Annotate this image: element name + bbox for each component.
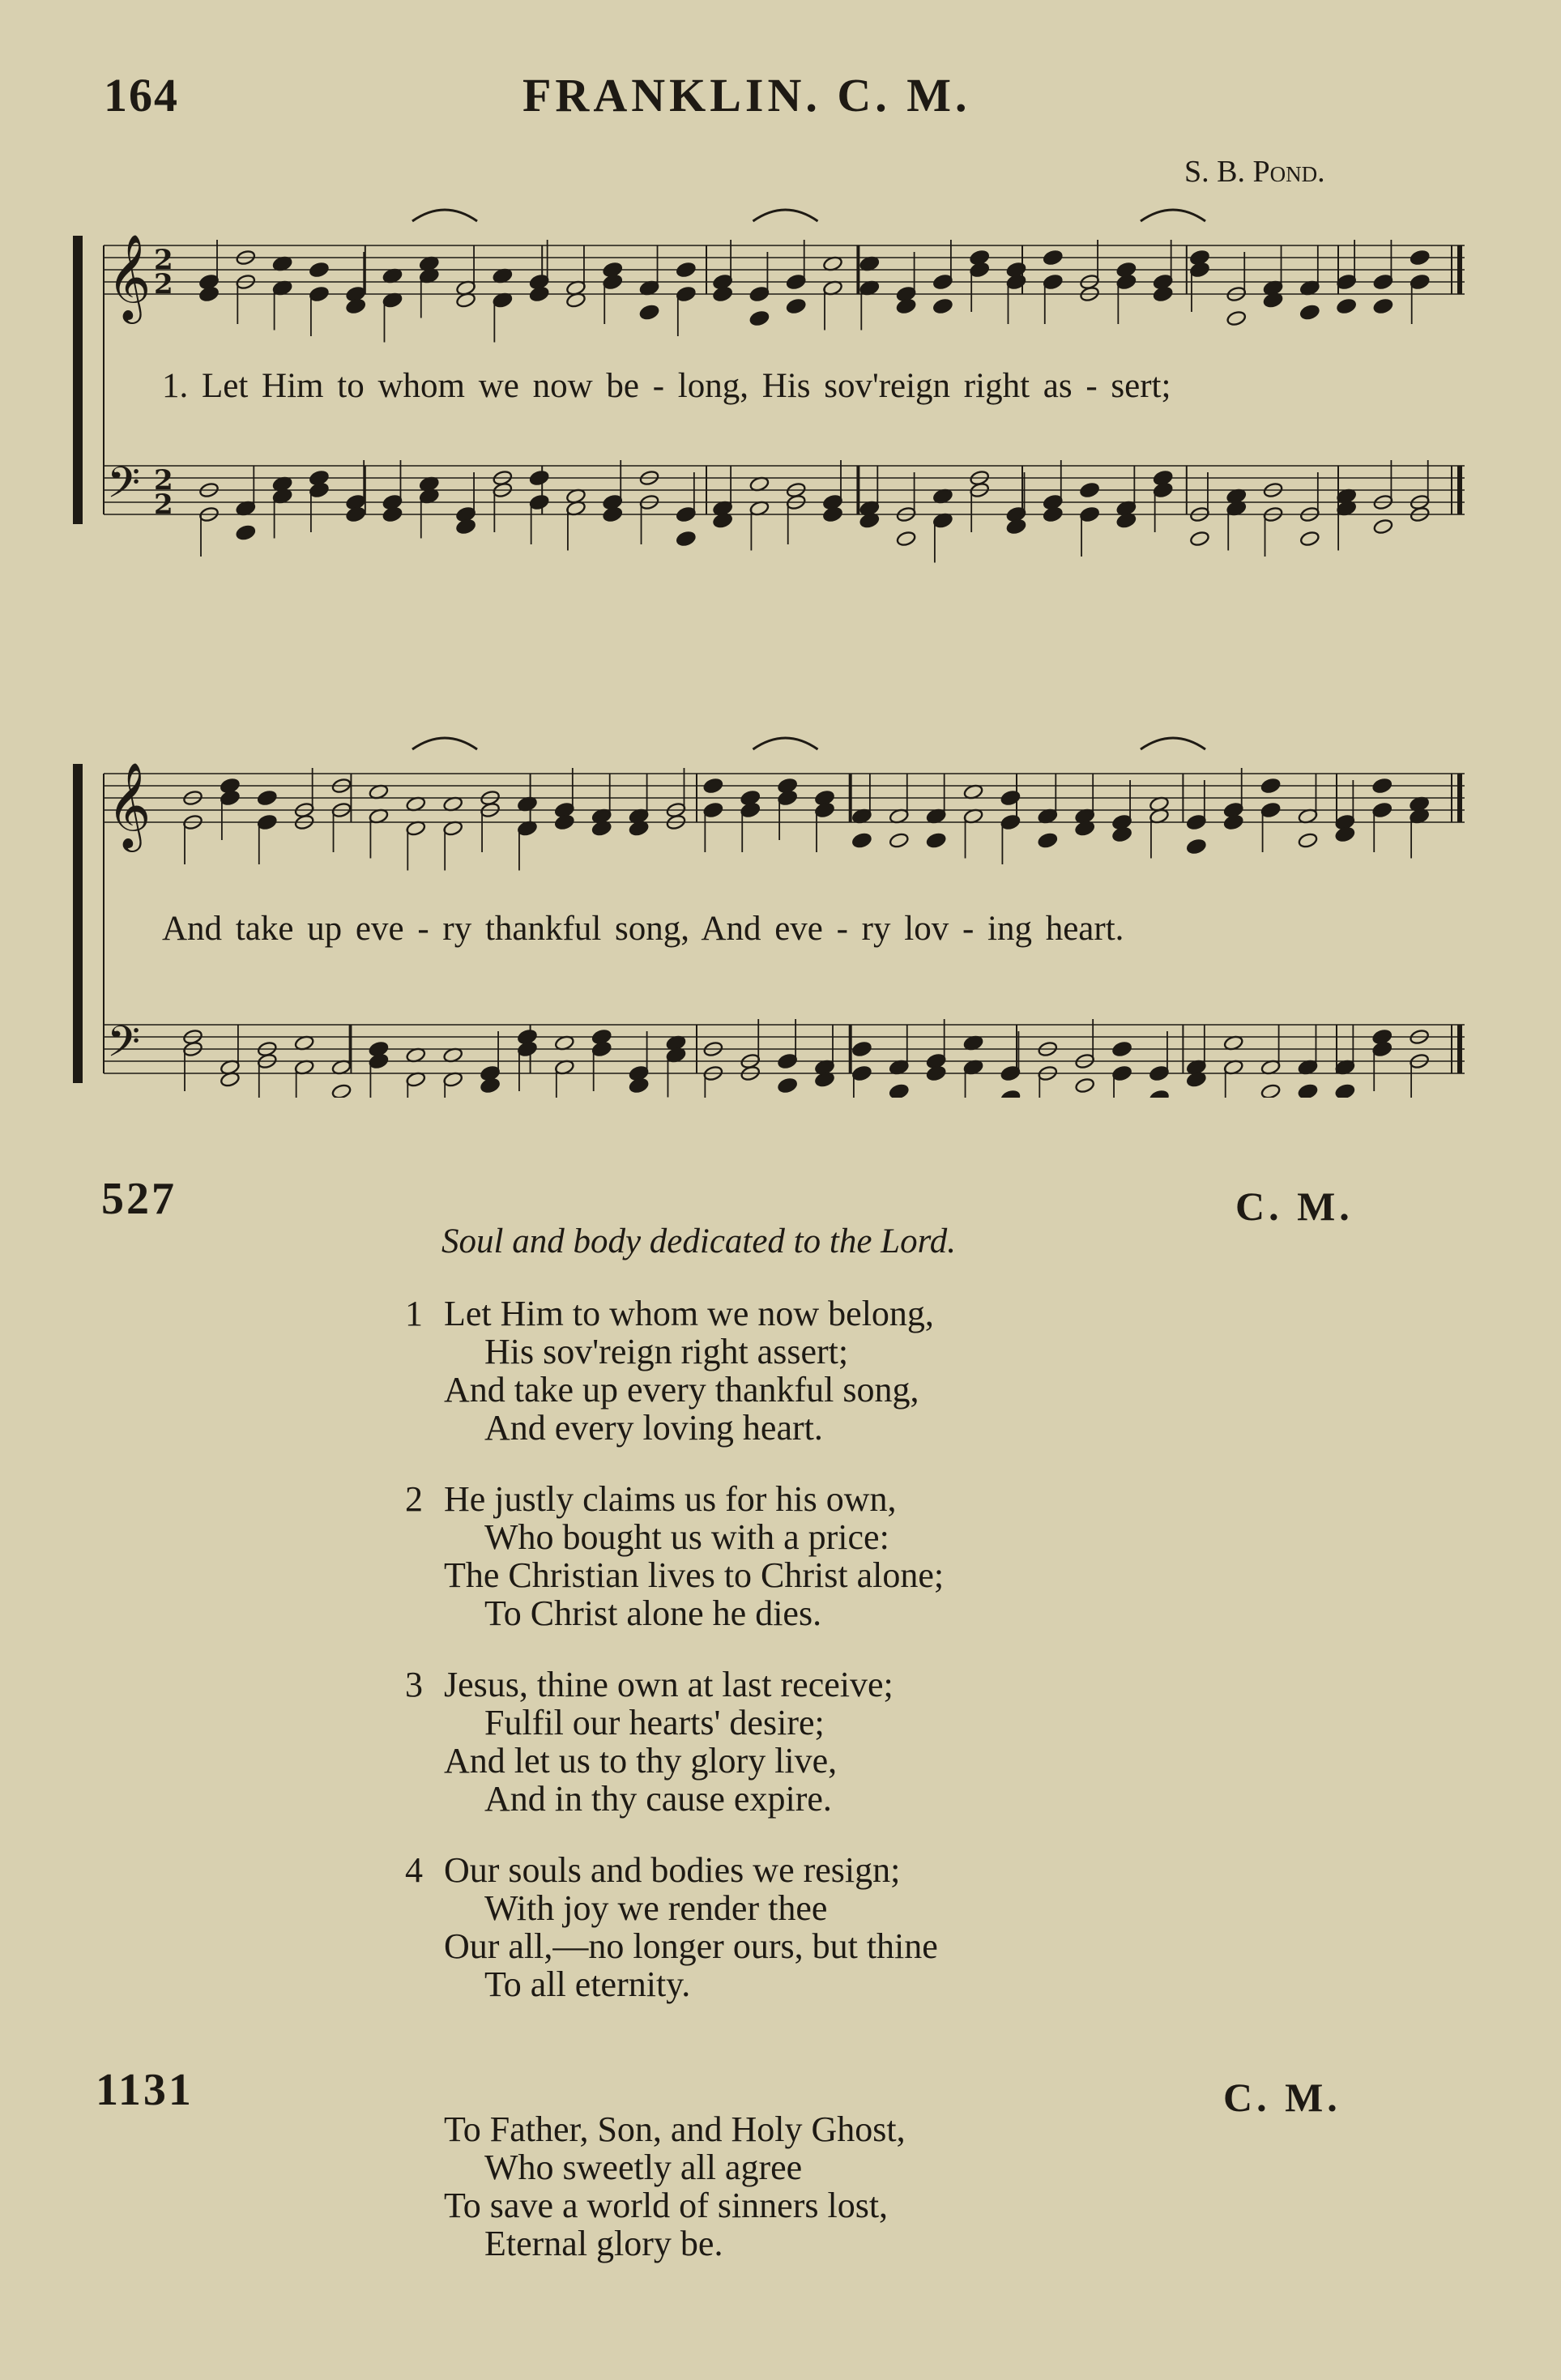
note-head xyxy=(309,286,329,303)
note-head xyxy=(257,814,277,831)
note-head xyxy=(1299,304,1320,321)
note-head xyxy=(896,531,916,548)
note-head xyxy=(1373,274,1393,291)
note-head xyxy=(926,832,946,849)
note-head xyxy=(1079,482,1099,499)
note-head xyxy=(932,274,953,291)
note-head xyxy=(676,286,696,303)
composer-credit: S. B. Pond. xyxy=(1184,155,1325,189)
note-head xyxy=(777,1077,797,1094)
note-head xyxy=(1260,778,1281,795)
note-head xyxy=(703,778,723,795)
note-head xyxy=(1299,531,1320,548)
note-head xyxy=(1116,274,1137,291)
note-head xyxy=(382,506,403,523)
note-head xyxy=(740,802,761,819)
note-head xyxy=(851,1065,872,1082)
note-head xyxy=(629,1077,649,1094)
note-head xyxy=(777,790,797,807)
note-head xyxy=(851,1041,872,1058)
note-head xyxy=(1043,250,1063,267)
slur xyxy=(1141,210,1205,221)
note-head xyxy=(517,1041,537,1058)
note-head xyxy=(220,790,240,807)
note-head xyxy=(676,531,696,548)
note-head xyxy=(712,286,732,303)
stanza-3: 3 Jesus, thine own at last receive; Fulfil our hearts' desire; And let us to thy glory live, And in thy cause expire. xyxy=(405,1665,894,1819)
note-head xyxy=(257,790,277,807)
note-head xyxy=(480,1077,500,1094)
hymn-subtitle: Soul and body dedicated to the Lord. xyxy=(441,1222,956,1260)
note-head xyxy=(1223,814,1243,831)
page-number: 164 xyxy=(104,69,179,122)
note-head xyxy=(777,1053,797,1070)
note-head xyxy=(1298,1083,1318,1098)
hymn-meter: C. M. xyxy=(1235,1184,1354,1229)
note-head xyxy=(1153,482,1173,499)
note-head xyxy=(1336,298,1356,315)
note-head xyxy=(1149,1065,1169,1082)
note-head xyxy=(236,524,256,541)
time-signature-top: 2 xyxy=(154,464,173,497)
note-head xyxy=(1038,832,1058,849)
time-signature-top: 2 xyxy=(154,244,173,276)
stanza-2: 2 He justly claims us for his own, Who bought us with a price: The Christian lives to Christ alone; To Christ alone he dies. xyxy=(405,1479,945,1633)
note-head xyxy=(676,262,696,279)
note-head xyxy=(822,506,842,523)
doxology-stanza: To Father, Son, and Holy Ghost, Who sweetly all agree To save a world of sinners lost, Eternal glory be. xyxy=(444,2109,906,2263)
note-head xyxy=(603,274,623,291)
note-head xyxy=(1373,298,1393,315)
note-head xyxy=(1043,274,1063,291)
stanza-1: 1 Let Him to whom we now belong, His sov'reign right assert; And take up every thankful song, And every loving heart. xyxy=(405,1294,934,1448)
note-head xyxy=(786,274,806,291)
note-head xyxy=(309,482,329,499)
doxology-meter: C. M. xyxy=(1223,2075,1341,2120)
note-head xyxy=(1111,1041,1132,1058)
slur xyxy=(753,210,818,221)
note-head xyxy=(1000,1090,1021,1098)
note-head xyxy=(926,1065,946,1082)
note-head xyxy=(345,506,365,523)
note-head xyxy=(1079,506,1099,523)
stanza-4: 4 Our souls and bodies we resign; With joy we render thee Our all,—no longer ours, but thine To all eternity. xyxy=(405,1850,938,2004)
note-head xyxy=(529,470,549,487)
lyrics-line-2: And take up eve - ry thankful song, And eve - ry lov - ing heart. xyxy=(162,910,1124,948)
note-head xyxy=(455,518,476,535)
note-head xyxy=(1153,286,1173,303)
note-head xyxy=(969,262,989,279)
note-head xyxy=(198,286,219,303)
note-head xyxy=(1260,802,1281,819)
note-head xyxy=(1111,1065,1132,1082)
note-head xyxy=(1074,1077,1094,1094)
note-head xyxy=(703,802,723,819)
note-head xyxy=(1000,790,1021,807)
note-head xyxy=(1372,778,1393,795)
note-head xyxy=(1410,250,1430,267)
note-head xyxy=(529,494,549,511)
note-head xyxy=(1372,1041,1393,1058)
note-head xyxy=(639,304,659,321)
note-head xyxy=(369,1053,389,1070)
note-head xyxy=(1006,274,1026,291)
doxology-number: 1131 xyxy=(96,2065,194,2115)
note-head xyxy=(1000,814,1021,831)
note-head xyxy=(1149,1090,1169,1098)
slur xyxy=(412,210,477,221)
note-head xyxy=(331,1083,352,1098)
note-head xyxy=(1335,1083,1355,1098)
note-head xyxy=(554,814,574,831)
note-head xyxy=(814,802,834,819)
slur xyxy=(1141,738,1205,749)
note-head xyxy=(1186,838,1206,855)
note-head xyxy=(889,1083,909,1098)
slur xyxy=(412,738,477,749)
note-head xyxy=(1260,1083,1281,1098)
bass-clef: 𝄢 xyxy=(107,1017,141,1077)
note-head xyxy=(676,506,696,523)
note-head xyxy=(1043,506,1063,523)
note-head xyxy=(1000,1065,1021,1082)
note-head xyxy=(1410,274,1430,291)
time-signature-bottom: 2 xyxy=(154,488,173,521)
lyrics-line-1: 1. Let Him to whom we now be - long, His sov'reign right as - sert; xyxy=(162,367,1171,405)
note-head xyxy=(932,298,953,315)
note-head xyxy=(896,298,916,315)
slur xyxy=(753,738,818,749)
note-head xyxy=(1111,826,1132,843)
note-head xyxy=(603,506,623,523)
note-head xyxy=(786,298,806,315)
bass-clef: 𝄢 xyxy=(107,459,141,518)
note-head xyxy=(309,262,329,279)
note-head xyxy=(591,1041,612,1058)
treble-clef: 𝄞 xyxy=(107,233,151,320)
note-head xyxy=(1186,814,1206,831)
note-head xyxy=(1189,531,1209,548)
note-head xyxy=(1335,826,1355,843)
note-head xyxy=(529,286,549,303)
time-signature-bottom: 2 xyxy=(154,268,173,301)
note-head xyxy=(749,286,770,303)
tune-title: FRANKLIN. C. M. xyxy=(522,69,971,122)
note-head xyxy=(345,298,365,315)
note-head xyxy=(1189,262,1209,279)
note-head xyxy=(1373,518,1393,535)
note-head xyxy=(1372,802,1393,819)
note-head xyxy=(1006,518,1026,535)
note-head xyxy=(749,310,770,327)
note-head xyxy=(851,832,872,849)
treble-clef: 𝄞 xyxy=(107,761,151,848)
note-head xyxy=(1298,832,1318,849)
note-head xyxy=(1226,310,1247,327)
hymn-number: 527 xyxy=(101,1174,177,1224)
note-head xyxy=(1336,274,1356,291)
system-brace xyxy=(73,236,83,524)
note-head xyxy=(889,832,909,849)
system-brace xyxy=(73,764,83,1083)
